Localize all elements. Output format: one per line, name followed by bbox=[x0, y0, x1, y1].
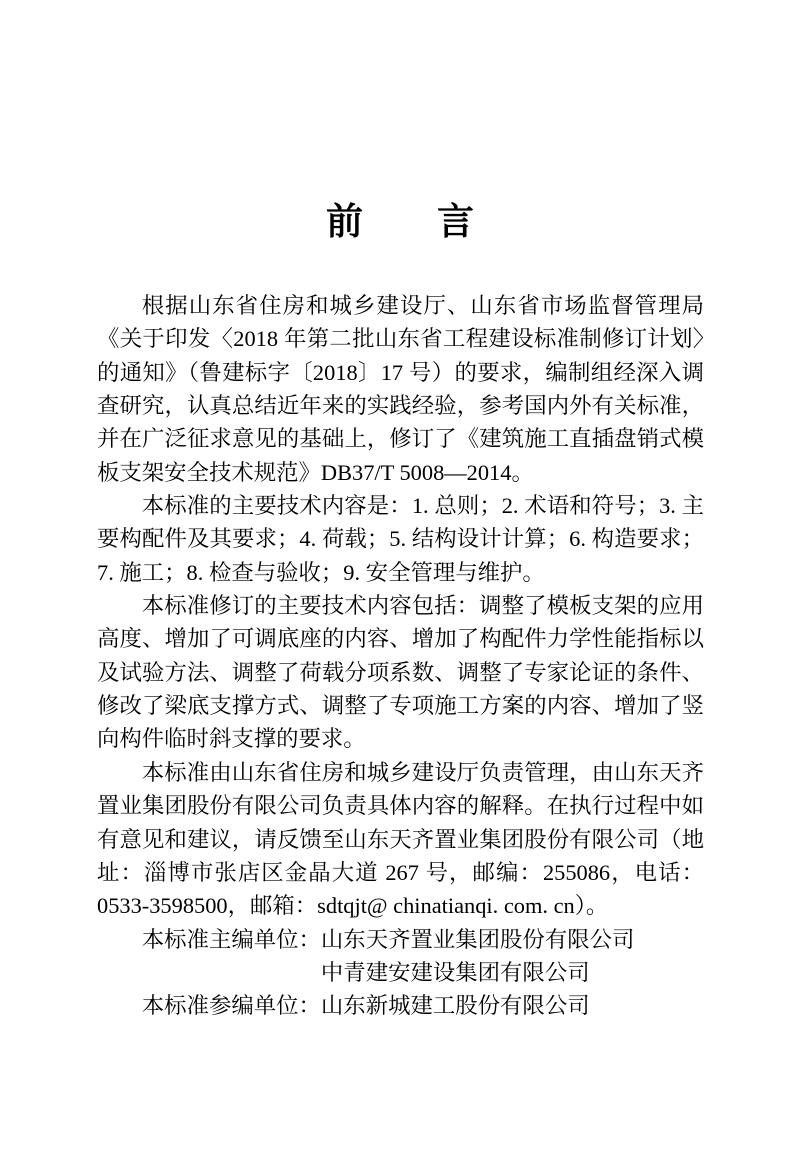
chief-editor-label: 本标准主编单位： bbox=[141, 926, 321, 952]
chief-editor-units bbox=[321, 923, 634, 990]
preface-body bbox=[97, 289, 704, 1023]
paragraph-basis: 根据山东省住房和城乡建设厅、山东省市场监督管理局《关于印发〈2018 年第二批山东省工程建设标准制修订计划〉的通知》（鲁建标字〔2018〕17 号）的要求，编制组经深入调查研究，认真总结近年来的实践经验，参考国内外有关标准，并在广泛征求意见的基础上，修订了《建筑施工直插盘销式模板支架安全技术规范》DB37/T 5008—2014。 bbox=[97, 293, 704, 485]
participating-editor-label: 本标准参编单位： bbox=[141, 993, 321, 1019]
chief-editor-unit: 山东天齐置业集团股份有限公司 bbox=[320, 926, 635, 952]
participating-editor-row bbox=[97, 989, 704, 1022]
paragraph-management-contact: 本标准由山东省住房和城乡建设厅负责管理，由山东天齐置业集团股份有限公司负责具体内容的解释。在执行过程中如有意见和建议，请反馈至山东天齐置业集团股份有限公司（地址：淄博市张店区金晶大道 267 号，邮编：255086，电话：0533-3598500，邮箱：sdtqjt@ chinatianqi. com. cn）。 bbox=[97, 759, 704, 919]
paragraph-contents: 本标准的主要技术内容是：1. 总则；2. 术语和符号；3. 主要构配件及其要求；4. 荷载；5. 结构设计计算；6. 构造要求；7. 施工；8. 检查与验收；9. 安全管理与维护。 bbox=[97, 493, 704, 585]
participating-editor-units bbox=[321, 989, 590, 1022]
paragraph-revisions: 本标准修订的主要技术内容包括：调整了模板支架的应用高度、增加了可调底座的内容、增加了构配件力学性能指标以及试验方法、调整了荷载分项系数、调整了专家论证的条件、修改了梁底支撑方式、调整了专项施工方案的内容、增加了竖向构件临时斜支撑的要求。 bbox=[97, 593, 704, 752]
page-title: 前 言 bbox=[326, 202, 474, 243]
chief-editor-row bbox=[97, 923, 704, 990]
chief-editor-unit: 中青建安建设集团有限公司 bbox=[320, 959, 590, 985]
participating-editor-unit: 山东新城建工股份有限公司 bbox=[320, 993, 590, 1019]
